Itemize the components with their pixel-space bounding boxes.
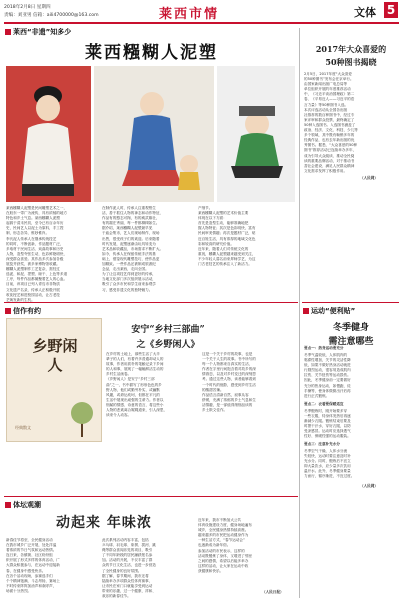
article-line: 多个领域，其中既有畅销多年的 (304, 133, 355, 138)
article-line: 这是一个关于乡村的故事，也是 (202, 352, 253, 356)
article-line: 如今，传承人在保留传统手法的基 (102, 251, 156, 256)
book-title-line2: 之《乡野闲人》 (136, 340, 200, 350)
book-title (108, 322, 228, 350)
article-line: 深受群众喜爱。其作品多次参加各级 (6, 256, 64, 261)
bottom-article-col1 (6, 538, 98, 594)
poll-title-line1: 2017年大众喜爱的 (315, 44, 387, 54)
article-line: 每一个人物都来自真实的生活， (202, 362, 253, 367)
article-line: 特色和乡土气息。莱西糨糊人泥塑 (6, 216, 60, 221)
article-line: 收徒授艺和进校园活动，让古老技 (6, 292, 60, 297)
article-line: 风趣，或命运坎坷，但都在平凡的 (106, 392, 160, 397)
article-line: 活情趣，是一部值得细细品读的 (202, 402, 253, 407)
article-line: 了全民健身的良好氛围。 (102, 568, 142, 573)
column-divider (299, 28, 300, 598)
article-line: 多取材于民间生活、戏曲故事和历史 (6, 246, 64, 251)
article-line: 民间审美情趣；再次是题材广泛，贴 (198, 231, 256, 236)
article-line: 受凉感冒。运动时应选择透气 (304, 429, 351, 434)
bottom-title: 动起来 年味浓 (56, 515, 152, 531)
article-line: 秀图书。据悉，“大众喜爱的50种 (304, 143, 358, 148)
article-line: 香社会建设、满足人民群众精神 (304, 163, 355, 168)
article-line: 拉伤、关节扭伤等运动损伤。 (304, 373, 351, 378)
article-line: 的人和事，展现了一幅幅鲜活生动的 (106, 367, 164, 372)
article-line: 在我市城乡广泛开展，处处洋溢 (6, 543, 57, 548)
poll-title (303, 44, 399, 68)
article-line: 在制作泥人时，传承人注重观察生 (102, 206, 156, 210)
book-cover-subtitle: 经典散文 (15, 425, 31, 430)
article-line: 考。通过这些人物，读者能够看到 (202, 377, 256, 382)
article-line: 这样的活动，让大家在运动中收 (198, 563, 249, 568)
sports-title-line2: 需注意哪些 (328, 337, 374, 347)
article-line: 艺术品和收藏品，市场需求不断扩大。 (102, 246, 164, 251)
article-line: 展览并获奖，被多家博物馆收藏。 (6, 262, 60, 267)
article-line: 当地文化部门多次组织展示活动， (102, 277, 156, 282)
article-line: 握人物特征；其次是色彩明快，富有 (198, 226, 256, 231)
masthead (4, 2, 399, 22)
feature-title: 莱西糨糊人泥塑 (85, 43, 218, 63)
article-line: 参加活动的市民表示，这样的 (198, 548, 245, 553)
article-line: 加精致。一些作品还被制成旅游纪 (102, 262, 156, 267)
bottom-article-col2 (102, 538, 194, 599)
article-line: 家评审和群众投票，最终确定了 (304, 117, 355, 122)
book-title-line1: 安宁“乡村三部曲” (131, 325, 205, 335)
book-cover (6, 318, 102, 442)
article-line: 野人物，他们或勤劳朴实，或幽默 (106, 387, 160, 392)
article-line: 春，在健身中感受快乐。 (6, 568, 46, 573)
book-section-label: 信作有约 (5, 306, 105, 315)
article-line: 50种入选图书。入选图书涵盖了 (304, 122, 356, 127)
section-name: 文体 (354, 6, 376, 19)
article-line: 在乡村的土地上，那些生活了大半 (106, 352, 160, 356)
sports-title (303, 320, 399, 347)
article-line: 在胶东一带广为流传，具有浓郁的地方 (6, 211, 68, 216)
article-line: 的同时，不断创新，作品题材广泛， (6, 241, 64, 246)
article-line: 近年来，我市不断加大公共 (198, 518, 242, 522)
article-line: 莱西糨糊人泥塑的艺术价值主要 (198, 211, 249, 216)
article-line: 一个时代的缩影，感受到乡村生活 (202, 382, 256, 387)
article-line: 2月5日，2017年度“大众喜爱 (304, 72, 352, 76)
feature-section-label: 莱西“非遗”知多少 (5, 27, 295, 36)
article-line: 着浓浓的节日气氛和运动热情。 (6, 548, 57, 553)
sports-subhead-3: 要点三：注意补充水分 (304, 442, 340, 446)
article-line: 社推荐的数百种图书中，经过专 (304, 112, 355, 117)
article-line: 文化需求发挥了积极作用。 (304, 168, 348, 173)
sports-article-part1 (304, 353, 398, 399)
article-line: 于庙会集市，艺人们现场制作，现场 (102, 231, 160, 236)
article-line: 之间的感情，希望以后能多举办 (198, 558, 249, 563)
article-line: 冬季锻炼时，刚开始要多穿 (304, 409, 348, 413)
article-line: 卷、《平易近人——习近平的语 (304, 97, 355, 102)
article-line: 产细节。 (198, 206, 213, 210)
article-line: 人物的悲欢离合娓娓道来，引人深思， (106, 408, 168, 413)
article-line: 读的重要品牌活动，对于推动书 (304, 158, 355, 163)
book-cover-title: 乡野闲人 (32, 337, 78, 374)
sports-top-rule (302, 302, 399, 303)
article-line: 人物，造型夸张生动，色彩鲜艳明快， (6, 251, 68, 256)
article-line: 中，《习近平谈治国理政》第二 (304, 92, 355, 97)
article-line: 充水分。同时，锻炼后不宜立 (304, 459, 351, 464)
article-line: 成为引导大众阅读、推动全民阅 (304, 153, 355, 158)
article-line: 带来的乐趣，过一个健康、祥和、 (102, 588, 156, 593)
article-line: 众的节日文化生活，也进一步营造 (102, 563, 156, 568)
article-line: 近年来，随着人们对传统文化的 (198, 246, 249, 251)
article-line: 曲”之一，书中描写了形形色色的乡 (106, 382, 162, 387)
article-line: 制，形态各异，惟妙惟肖。 (6, 231, 50, 236)
section-marker-icon (303, 308, 309, 314)
article-line: 活动既锻炼了身体，又增进了邻里 (198, 553, 252, 558)
article-line: 有的端庄秀丽，每一件都栩栩如生。 (102, 221, 160, 226)
section-marker-icon (5, 502, 11, 508)
article-line: 此次系列活动内容丰富，包括 (102, 538, 149, 542)
article-line: 城乡，全民健身热情持续高涨。 (198, 528, 249, 533)
clay-figures-illustration (94, 66, 214, 202)
article-line: 因此，冬季健身前一定要做好 (304, 378, 351, 383)
article-line: 冬季气温较低，人体肌肉的 (304, 353, 348, 357)
article-line: 单位组织开展的年度推荐活动 (304, 87, 351, 92)
article-line: 首先是造型生动，能够准确地把 (198, 221, 249, 226)
article-line: 吸引了众多市民和学生前来参观学 (102, 282, 156, 287)
section-marker-icon (5, 29, 11, 35)
article-line: 力而行，循序渐进，不宜过度。 (304, 474, 355, 479)
article-line: 作品语言清新自然，叙事从容 (202, 392, 249, 397)
article-line: 起源于清末民初，至今已有百余年历 (6, 221, 64, 226)
article-line: 础上，借鉴现代雕塑技巧，使作品更 (102, 256, 160, 261)
article-line: 低，如果不做好热身活动就进 (304, 363, 351, 368)
section-marker-icon (5, 308, 11, 314)
article-line: 艺焕发新的生机。 (6, 297, 35, 302)
bottom-section-label: 体坛观潮 (5, 500, 105, 509)
article-line: 加。活动的开展，不仅丰富了群 (102, 558, 153, 563)
page-number: 5 (384, 2, 398, 18)
article-line: 绳等群众喜闻乐见的项目，吸引 (102, 548, 153, 553)
sports-title-line1: 冬季健身 (332, 323, 369, 333)
article-line: 个个精神饱满，斗志昂扬，赛场上 (6, 578, 60, 583)
article-line: 门古老技艺的传承注入了新活力。 (198, 262, 252, 267)
article-line: 出售，很受孩子们的欢迎。后来随着 (102, 236, 160, 241)
clay-figure-photo-center (94, 66, 214, 202)
book-article-col2 (202, 352, 296, 413)
article-line: 也逐渐成为新年俗。 (198, 543, 231, 548)
article-line: 图书”推荐活动已连续举办多年， (304, 148, 357, 153)
poll-title-line2: 50种图书揭晓 (325, 57, 377, 67)
article-line: 政治、经济、文化、科技、少儿等 (304, 128, 358, 133)
article-line: 舒缓，充满了浓郁的乡土气息和生 (202, 397, 256, 402)
article-line: 不少年轻人慕名前来拜师学艺，为这 (198, 256, 256, 261)
editor-contact: 责编：刘亚男 信箱：aili4700000@163.com (4, 13, 99, 18)
article-line: 冬季空气干燥，人体水分流 (304, 449, 348, 453)
article-line: 乒乓球、羽毛球、象棋、拔河、跳 (102, 543, 156, 548)
article-line: 不时传来阵阵加油声和欢呼声， (6, 583, 57, 588)
article-line: 陆续举办多项群众性体育赛事， (102, 578, 153, 583)
bottom-article-col3 (198, 518, 294, 574)
article-line: 辈子的人们，有着许多普通却动人的 (106, 357, 164, 362)
issue-date: 2018年2月8日 星期四 (4, 5, 51, 10)
article-line: 选泥、和泥、捏塑、晾干、上色等多道 (6, 272, 68, 277)
article-line: 文化遗产名录，传承人正积极开展 (6, 287, 60, 292)
feature-article-col2 (102, 206, 194, 293)
article-line: 作品有的憨态可掬，有的威武雄壮， (102, 216, 160, 221)
clay-figure-illustration (217, 66, 295, 202)
article-line: 黏滞性增加，关节的灵活性降 (304, 358, 351, 363)
article-line: 重视，糨糊人泥塑越来越受到关注， (198, 251, 256, 256)
article-line: 目前，该项目已列入青岛市非物质 (6, 282, 60, 287)
article-line: 李氏泥人传承人在继承传统技艺 (6, 236, 57, 241)
article-line: 细腻的情感、诗意的语言，将这些小 (106, 402, 164, 407)
article-line: 性好、保暖性强的运动服装。 (304, 434, 351, 439)
article-line: 手操等，使身体微微出汗后再 (304, 388, 351, 393)
article-line: 失较快，运动时要注意及时补 (304, 454, 351, 459)
article-line: 生活中展现出顽强的生命力。作者以 (106, 397, 164, 402)
article-line: 在各个活动现场，参赛选手们 (6, 573, 53, 578)
article-line: 活，善于抓住人物的神态和动作特征， (102, 211, 164, 216)
article-line: 欢乐的新春佳节。 (102, 594, 131, 599)
article-line: 本次评选活动从全国各出版 (304, 107, 348, 112)
bottom-top-rule (4, 496, 298, 497)
article-line: 由国家新闻出版广电总局等 (304, 82, 348, 87)
article-line: 情眷恋，以及对乡村变迁的深刻思 (202, 372, 256, 377)
article-line: 言力量》等50种图书入选。 (304, 102, 349, 107)
article-line: 近百姓生活，具有浓厚的地域文化色 (198, 236, 256, 241)
article-line: 读来令人动容。 (106, 413, 132, 418)
article-line: 时代发展，泥塑逐渐由玩具转变为 (102, 241, 156, 246)
book-article-col1 (106, 352, 198, 418)
article-line: 了不同年龄段的居民踊跃报名参 (102, 553, 153, 558)
book-top-rule (4, 302, 298, 303)
article-line: 让市民在家门口就能享受到运动 (102, 583, 153, 588)
article-line: 体现在以下方面： (198, 216, 227, 221)
sports-credit: （人民网） (360, 484, 378, 488)
article-line: 即大量饮水，应少量多次饮用 (304, 464, 351, 469)
clay-figure-photo-right (217, 66, 295, 202)
article-line: 莱西糨糊人泥塑是民间雕塑艺术之一， (6, 206, 68, 210)
sports-section-label: 运动“便利贴” (303, 306, 399, 315)
article-line: 为了让这项技艺得到更好的传承， (102, 272, 156, 277)
article-line: 大群众积极参与，在运动中迎接新 (6, 563, 60, 568)
article-line: 越来越多的市民把运动健身作为 (198, 533, 249, 538)
poll-article (304, 72, 398, 174)
article-line: 进行正式锻炼。 (304, 393, 330, 398)
article-line: 《乡野闲人》是安宁“乡村三部 (106, 377, 155, 382)
article-line: 新春佳节将至，全民健身活动 (6, 538, 53, 542)
article-line: 一种生活方式，“春节运动会” (198, 538, 245, 543)
article-line: 场面十分热烈。 (6, 588, 32, 593)
article-line: 工序，每件作品都凝聚着艺人的心血。 (6, 277, 68, 282)
clay-figure-illustration (6, 66, 91, 202)
article-line: 据介绍，莱西糨糊人泥塑最早见 (102, 226, 153, 231)
article-line: 连日来，各镇街、社区纷纷组 (6, 553, 53, 558)
article-line: 据了解，春节期间，我市还将 (102, 573, 149, 578)
article-line: 一个关于人生的故事。书中所写的 (202, 357, 256, 362)
article-line: 彩和较高的研究价值。 (198, 241, 234, 246)
article-line: 经典作品，也有去年新出版的优 (304, 138, 355, 143)
sports-subhead-1: 要点一：热身运动要充分 (304, 346, 344, 350)
banner-title: 莱西市情 (159, 7, 220, 22)
article-line: 充分的热身运动，如慢跑、徒 (304, 383, 351, 388)
tree-icon (65, 399, 99, 437)
article-line: 念品，走出莱西，走向全国。 (102, 267, 149, 272)
feature-article-col3 (198, 206, 294, 267)
sports-subhead-2: 要点二：衣着要保暖适宜 (304, 402, 344, 406)
bottom-credit: （人民日报） (262, 590, 284, 594)
article-line: 温开水。此外，冬季健身要量 (304, 469, 351, 474)
sports-article-part2 (304, 409, 398, 440)
article-line: 故事，作者用质朴的笔触记录下乡间 (106, 362, 164, 367)
article-line: 时擦干汗水，穿好衣服，以防 (304, 424, 351, 429)
header-rule (4, 22, 399, 24)
sports-article-part3 (304, 449, 398, 480)
feature-article-col1 (6, 206, 98, 303)
article-line: 行剧烈运动，很容易造成肌肉 (304, 368, 351, 373)
article-line: 体育设施建设力度，健身场地遍布 (198, 523, 252, 528)
article-line: 一些衣服，待身体发热后再逐 (304, 414, 351, 419)
poll-credit: （人民网） (360, 176, 378, 180)
article-line: 的酸甜苦辣。 (202, 387, 224, 392)
article-line: 作者在字里行间饱含着对故乡的深 (202, 367, 256, 372)
article-line: 织开展了形式多样的体育活动，广 (6, 558, 60, 563)
article-line: 糨糊人泥塑制作工艺复杂，需经过 (6, 267, 60, 272)
article-line: 史，民间艺人以泥土为原料，手工捏 (6, 226, 64, 231)
article-line: 乡土散文佳作。 (202, 408, 228, 413)
article-line: 获健康和快乐。 (198, 568, 224, 573)
clay-figure-photo-left (6, 66, 91, 202)
article-line: 乡村生活画卷。 (106, 372, 132, 377)
article-line: 渐减少衣服。锻炼结束后要及 (304, 419, 351, 424)
article-line: 的50种图书”发布会在京举行。 (304, 77, 354, 82)
article-line: 习，感受非遗文化的独特魅力。 (102, 287, 153, 292)
